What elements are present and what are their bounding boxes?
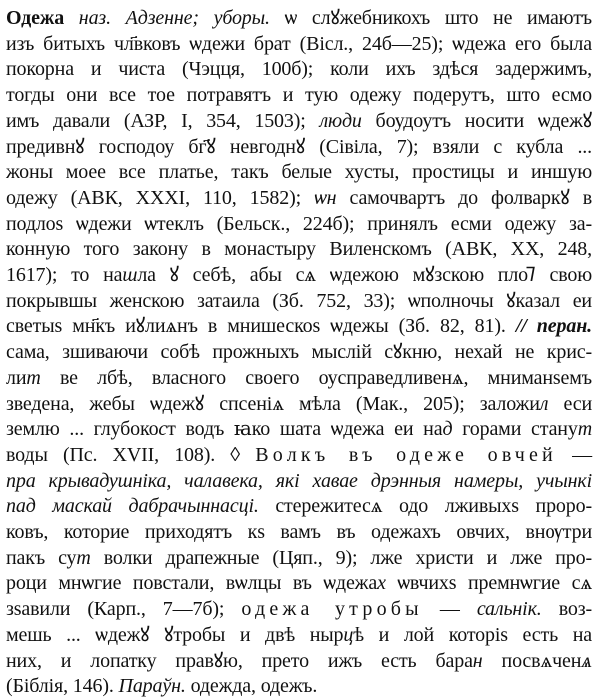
entry-text: них, и лопатку правꙋю, прето ижъ есть бара xyxy=(6,649,473,672)
entry-line xyxy=(6,649,592,675)
italic-text: сальнік. xyxy=(476,598,542,621)
entry-line xyxy=(6,674,592,700)
entry-line xyxy=(6,417,592,443)
entry-line xyxy=(6,340,592,366)
entry-text: мешь ... ѡдежꙋ ꙋтробы и двѣ ныр xyxy=(6,623,344,646)
italic-text: с xyxy=(158,418,168,441)
spaced-phrase: Волкъ въ одеже овчей xyxy=(255,443,557,466)
italic-text: ѧ xyxy=(581,649,592,672)
entry-text: зведена, жебы ѡдежꙋ спсеніѧ мѣла (Мак., 205); заложи xyxy=(6,392,540,415)
italic-text: д xyxy=(442,418,453,441)
entry-text: ковъ, которие приходятъ кѕ вамъ въ одежахъ овчих, внѹтри xyxy=(6,521,592,544)
entry-text: светыѕ мн҃къ иꙋлиѧнъ в мнишескоѕ ѡдежы (Зб. 82, 81). xyxy=(6,315,516,338)
entry-text: боудоутъ носити ѡдежꙋ xyxy=(361,109,592,132)
entry-text: посвѧчен xyxy=(482,649,582,672)
italic-text: ц xyxy=(343,623,354,646)
section-marker: // перан. xyxy=(515,315,592,338)
spaced-phrase: одежа утробы xyxy=(241,598,423,621)
entry-text: воз- xyxy=(541,598,592,621)
entry-text: ѡ слꙋжебникохъ што не имаютъ xyxy=(269,7,592,29)
italic-text: л xyxy=(539,392,549,415)
entry-line xyxy=(6,263,592,289)
entry-line xyxy=(6,289,592,315)
entry-text: зѕавили (Карп., 7—7б); xyxy=(6,598,242,621)
entry-line xyxy=(6,212,592,238)
entry-text: волки драпежные (Цяп., 9); лже христи и лже про- xyxy=(90,546,593,569)
entry-line xyxy=(6,546,592,572)
entry-text: ѣ и лой которіѕ есть на xyxy=(353,623,592,646)
italic-text: пра крывадушніка, чалавека, які хавае дрэнныя намеры, учынкі xyxy=(6,469,592,492)
entry-text: ѡвчихѕ премнѡгие сѧ xyxy=(385,572,592,595)
entry-text: ли xyxy=(6,366,27,389)
italic-text: т xyxy=(26,366,41,389)
entry-line xyxy=(6,623,592,649)
entry-line xyxy=(6,392,592,418)
entry-line xyxy=(6,57,592,83)
entry-text: ла ꙋ себѣ, абы сѧ ѡдежою мꙋзскою плоᲄ свою xyxy=(137,264,592,287)
entry-line xyxy=(6,443,592,469)
entry-line xyxy=(6,597,592,623)
entry-text: одежу (АВК, ХХХІ, 110, 1582); xyxy=(6,186,315,209)
entry-text: горами стану xyxy=(452,418,578,441)
entry-text: пакъ су xyxy=(6,546,77,569)
entry-text: ве лбѣ, власного своего оусправедливенѧ, мниманѕемъ xyxy=(40,366,592,389)
entry-text xyxy=(64,7,79,29)
entry-line xyxy=(6,237,592,263)
entry-line xyxy=(6,6,592,32)
italic-text: наз. Адзенне; уборы. xyxy=(78,7,270,29)
entry-line xyxy=(6,83,592,109)
entry-text: жоны моее все платье, такъ белые хусты, простицы и иншую xyxy=(6,161,592,184)
italic-text: н xyxy=(472,649,483,672)
italic-text: ш xyxy=(122,264,138,287)
entry-text: т водъ ꙗко шата ѡдежа еи на xyxy=(167,418,443,441)
italic-text: Параўн. xyxy=(118,675,186,698)
entry-text: сама, зшиваючи собѣ прожныхъ мыслій сꙋкню, нехай не криc- xyxy=(6,341,592,364)
entry-line xyxy=(6,494,592,520)
entry-text: подлоѕ ѡдежи ѡтеклъ (Бельск., 224б); принялъ есми одежу за- xyxy=(6,212,592,235)
entry-text: роци мнѡгие повстали, вѡлцы въ ѡдежа xyxy=(6,572,378,595)
entry-text: (Біблія, 146). xyxy=(6,675,119,698)
italic-text: люди xyxy=(319,109,362,132)
entry-line xyxy=(6,135,592,161)
entry-text: — xyxy=(422,598,477,621)
entry-text: 1617); то на xyxy=(6,264,123,287)
entry-text: предивнꙋ господоу бг҃ꙋ невгоднꙋ (Сівіла, 7); взяли с кубла ... xyxy=(6,135,592,158)
entry-text: стережитесѧ одо лживыхѕ проро- xyxy=(258,495,592,518)
entry-line xyxy=(6,469,592,495)
entry-text: воды (Пс. XVII, 108). ◊ xyxy=(6,443,256,466)
italic-text: т xyxy=(76,546,91,569)
entry-line xyxy=(6,571,592,597)
entry-text: покорна и чиста (Чэцця, 100б); коли ихъ здѣся задержимъ, xyxy=(6,58,592,81)
entry-line xyxy=(6,160,592,186)
entry-line xyxy=(6,32,592,58)
italic-text: т xyxy=(577,418,592,441)
entry-text: конную того закону в монастыру Виленскомъ (АВК, ХХ, 248, xyxy=(6,238,592,261)
italic-text: ѡн xyxy=(314,186,337,209)
entry-text: еси xyxy=(548,392,593,415)
italic-text: х xyxy=(377,572,386,595)
entry-line xyxy=(6,314,592,340)
italic-text: пад маскай дабрачыннасці. xyxy=(6,495,259,518)
entry-text: имъ давали (АЗР, І, 354, 1503); xyxy=(6,109,320,132)
entry-text: покрывшы женскою затаила (Зб. 752, 33); ѡполночы ꙋказал еи xyxy=(6,289,592,312)
entry-text: самочвартъ до фолваркꙋ в xyxy=(336,186,592,209)
dictionary-entry-odezha xyxy=(6,6,592,700)
entry-text: — xyxy=(556,443,593,466)
entry-text: одежда, одежъ. xyxy=(185,675,318,698)
entry-text: изъ битыхъ чл҃вковъ ѡдежи брат (Вісл., 24б—25); ѡдежа его была xyxy=(6,32,592,55)
entry-line xyxy=(6,520,592,546)
entry-line xyxy=(6,366,592,392)
entry-line xyxy=(6,109,592,135)
entry-text: тогды они все тое потравятъ и тую одежу подерутъ, што есмо xyxy=(6,84,592,107)
entry-text: землю ... глубоко xyxy=(6,418,159,441)
headword: Одежа xyxy=(6,7,65,29)
entry-line xyxy=(6,186,592,212)
